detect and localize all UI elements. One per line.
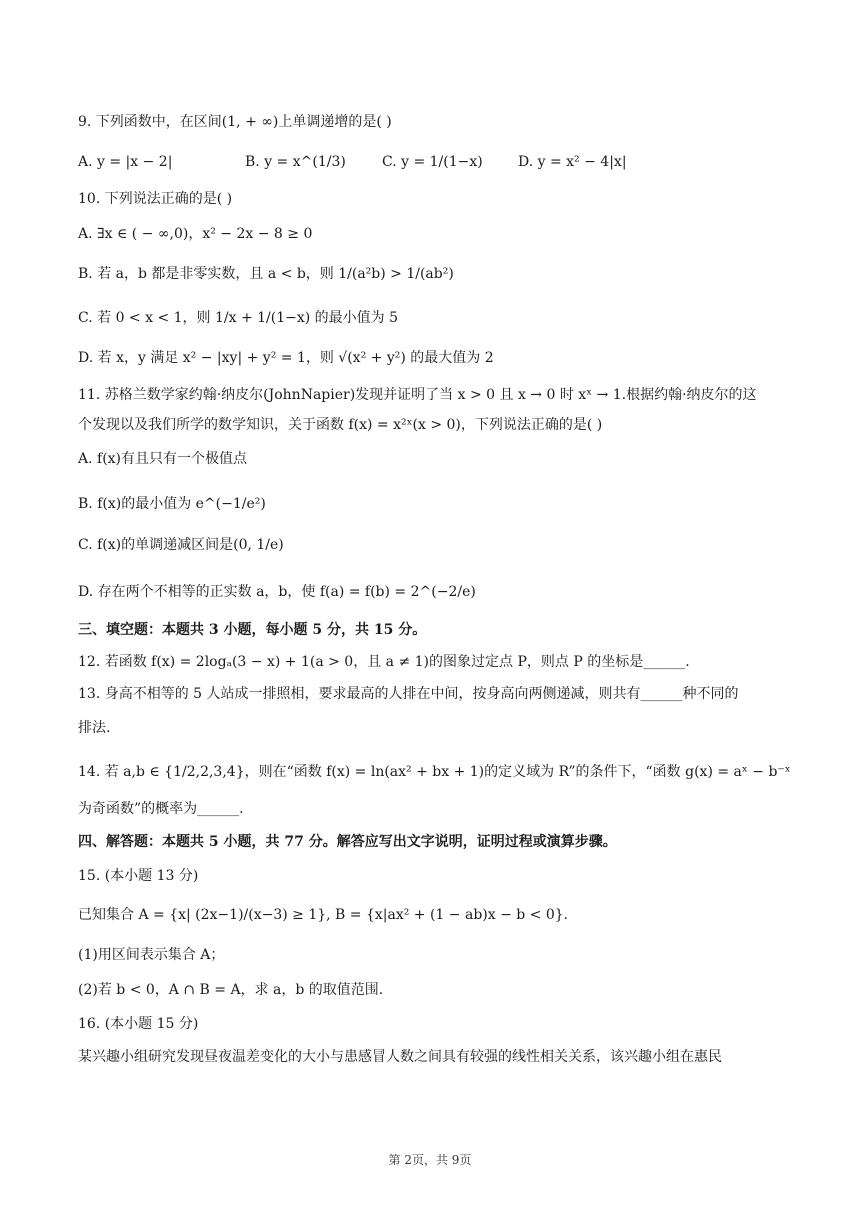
q9-stem: 9. 下列函数中，在区间(1, + ∞)上单调递增的是( ) <box>78 114 392 130</box>
q15-part2: (2)若 b < 0，A ∩ B = A，求 a，b 的取值范围. <box>78 982 384 998</box>
q13-line2: 排法. <box>78 720 111 736</box>
q13-line1: 13. 身高不相等的 5 人站成一排照相，要求最高的人排在中间，按身高向两侧递减，则共有______种不同的 <box>78 686 739 702</box>
q10-option-d: D. 若 x，y 满足 x² − |xy| + y² = 1，则 √(x² + y²) 的最大值为 2 <box>78 350 494 366</box>
q11-stem-line2: 个发现以及我们所学的数学知识，关于函数 f(x) = x²ˣ(x > 0)，下列说法正确的是( ) <box>78 417 603 433</box>
q16-title: 16. (本小题 15 分) <box>78 1016 199 1032</box>
q11-option-c: C. f(x)的单调递减区间是(0, 1/e) <box>78 537 284 553</box>
q11-option-b: B. f(x)的最小值为 e^(−1/e²) <box>78 496 266 512</box>
q16-text: 某兴趣小组研究发现昼夜温差变化的大小与患感冒人数之间具有较强的线性相关关系，该兴趣小组在惠民 <box>78 1049 722 1065</box>
q10-option-a: A. ∃x ∈ ( − ∞,0)，x² − 2x − 8 ≥ 0 <box>78 226 313 242</box>
q10-stem: 10. 下列说法正确的是( ) <box>78 191 233 207</box>
section-3-heading: 三、填空题：本题共 3 小题，每小题 5 分，共 15 分。 <box>78 622 427 638</box>
q9-option-c: C. y = 1/(1−x) <box>382 154 483 170</box>
q9-option-a: A. y = |x − 2| <box>78 154 173 170</box>
q15-given: 已知集合 A = {x| (2x−1)/(x−3) ≥ 1}, B = {x|ax² + (1 − ab)x − b < 0}. <box>78 907 569 923</box>
q9-option-d: D. y = x² − 4|x| <box>518 154 627 170</box>
q14-line1: 14. 若 a,b ∈ {1/2,2,3,4}，则在“函数 f(x) = ln(ax² + bx + 1)的定义域为 R”的条件下，“函数 g(x) = aˣ − b⁻ˣ <box>78 764 791 780</box>
q10-option-c: C. 若 0 < x < 1，则 1/x + 1/(1−x) 的最小值为 5 <box>78 310 399 326</box>
q11-stem-line1: 11. 苏格兰数学家约翰·纳皮尔(JohnNapier)发现并证明了当 x > 0 且 x → 0 时 xˣ → 1.根据约翰·纳皮尔的这 <box>78 387 757 403</box>
page-footer: 第 2页，共 9页 <box>388 1153 472 1167</box>
q15-title: 15. (本小题 13 分) <box>78 868 199 884</box>
q10-option-b: B. 若 a，b 都是非零实数，且 a < b，则 1/(a²b) > 1/(ab²) <box>78 266 454 282</box>
question-12: 12. 若函数 f(x) = 2logₐ(3 − x) + 1(a > 0，且 a ≠ 1)的图象过定点 P，则点 P 的坐标是______. <box>78 654 690 670</box>
q14-line2: 为奇函数”的概率为______. <box>78 801 244 817</box>
section-4-heading: 四、解答题：本题共 5 小题，共 77 分。解答应写出文字说明，证明过程或演算步骤。 <box>78 834 617 850</box>
q11-option-a: A. f(x)有且只有一个极值点 <box>78 451 248 467</box>
q11-option-d: D. 存在两个不相等的正实数 a，b，使 f(a) = f(b) = 2^(−2/e) <box>78 584 476 600</box>
q15-part1: (1)用区间表示集合 A； <box>78 947 225 963</box>
q9-option-b: B. y = x^(1/3) <box>245 154 346 170</box>
